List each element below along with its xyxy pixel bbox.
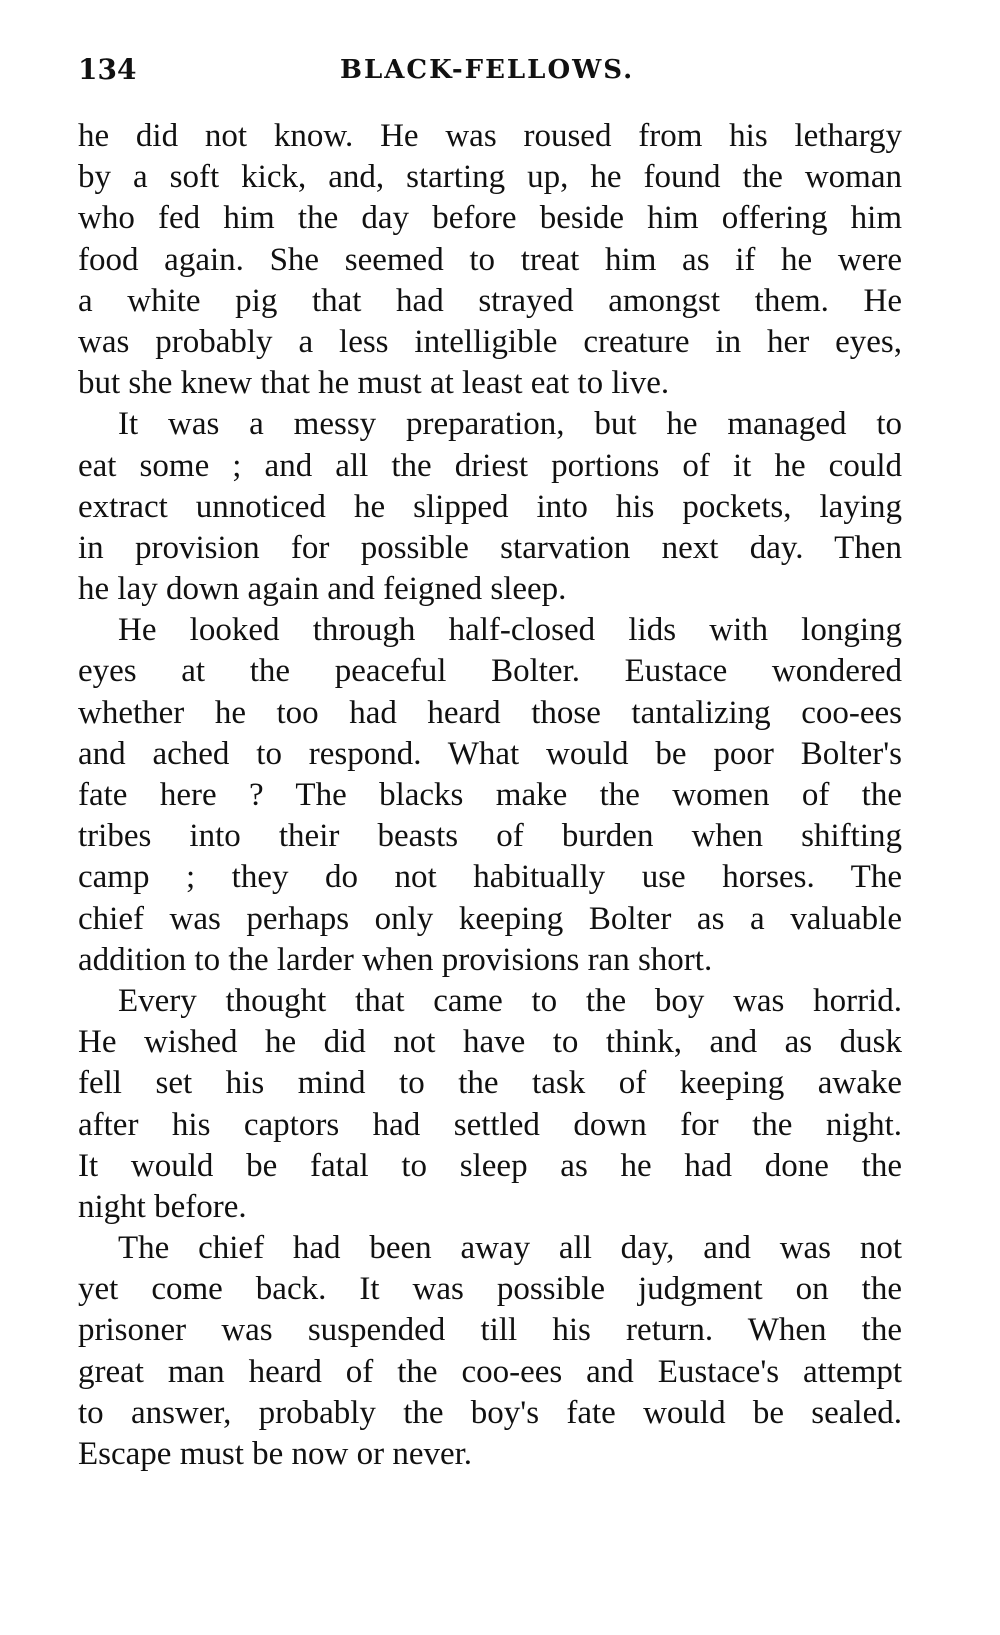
text-line: whether he too had heard those tantalizing coo-ees — [78, 694, 902, 731]
text-line: Every thought that came to the boy was horrid. — [118, 982, 902, 1019]
body-text — [78, 116, 902, 1475]
text-line: It was a messy preparation, but he managed to — [118, 406, 902, 443]
text-line: great man heard of the coo-ees and Eustace's attempt — [78, 1353, 902, 1390]
text-line: night before. — [78, 1188, 247, 1225]
text-line: The chief had been away all day, and was not — [118, 1230, 902, 1267]
text-line: Escape must be now or never. — [78, 1436, 473, 1472]
text-line: prisoner was suspended till his return. When the — [78, 1312, 902, 1349]
text-line: addition to the larder when provisions ran short. — [78, 941, 713, 978]
text-line: he did not know. He was roused from his lethargy — [78, 118, 902, 154]
text-line: fate here ? The blacks make the women of the — [78, 777, 902, 813]
text-line: after his captors had settled down for the night. — [78, 1106, 902, 1143]
text-line: eat some ; and all the driest portions of it he could — [78, 447, 902, 484]
text-line: to answer, probably the boy's fate would be sealed. — [78, 1394, 902, 1431]
page-number: 134 — [78, 53, 137, 86]
text-line: camp ; they do not habitually use horses. The — [78, 859, 902, 896]
text-line: He wished he did not have to think, and as dusk — [78, 1024, 902, 1061]
running-title: BLACK-FELLOWS. — [340, 55, 635, 85]
text-line: was probably a less intelligible creature in her eyes, — [78, 323, 902, 360]
text-line: eyes at the peaceful Bolter. Eustace wondered — [78, 653, 902, 690]
text-line: yet come back. It was possible judgment on the — [78, 1271, 902, 1308]
text-line: in provision for possible starvation next day. Then — [78, 529, 902, 566]
text-line: but she knew that he must at least eat to live. — [78, 365, 670, 402]
text-line: extract unnoticed he slipped into his pockets, laying — [78, 488, 902, 525]
text-line: He looked through half-closed lids with longing — [118, 612, 902, 649]
text-line: who fed him the day before beside him offering him — [78, 200, 902, 237]
text-line: and ached to respond. What would be poor Bolter's — [78, 735, 902, 772]
text-line: food again. She seemed to treat him as if he were — [78, 241, 902, 278]
running-head — [78, 48, 902, 92]
text-line: chief was perhaps only keeping Bolter as a valuable — [78, 900, 902, 937]
text-line: he lay down again and feigned sleep. — [78, 571, 567, 608]
text-line: fell set his mind to the task of keeping awake — [78, 1065, 902, 1102]
text-line: by a soft kick, and, starting up, he found the woman — [78, 159, 902, 196]
text-line: tribes into their beasts of burden when shifting — [78, 818, 902, 855]
text-line: a white pig that had strayed amongst them. He — [78, 282, 902, 319]
text-line: It would be fatal to sleep as he had done the — [78, 1147, 902, 1184]
